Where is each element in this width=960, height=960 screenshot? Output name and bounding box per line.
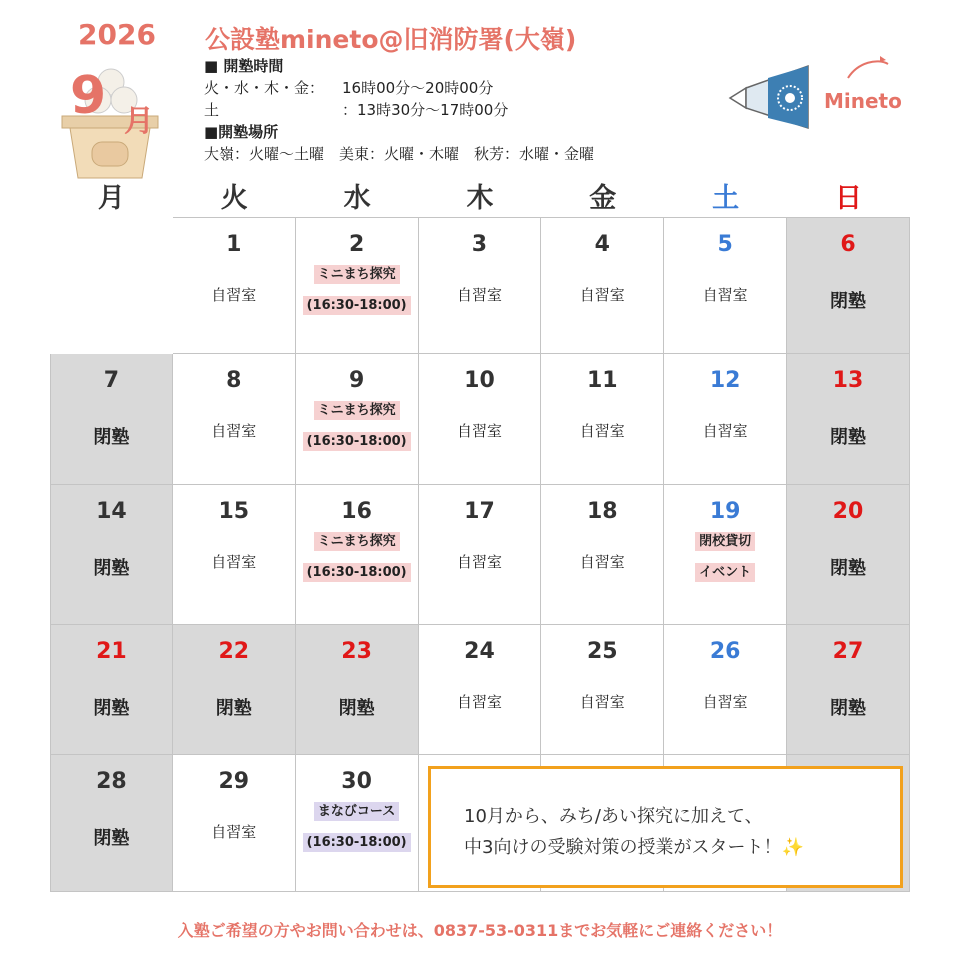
event-tag: ミニまち探究 [314,401,400,420]
day-status: 自習室 [579,553,625,571]
day-status: 自習室 [579,693,625,711]
day-number: 13 [832,368,864,393]
day-number: 3 [471,232,488,257]
calendar-day [296,354,419,485]
calendar-day [419,217,542,354]
weekday-fri: 金 [589,183,617,214]
calendar-day [173,217,296,354]
day-number: 23 [341,639,372,664]
day-number: 16 [341,499,372,524]
calendar-day [787,217,910,354]
calendar-day [787,354,910,485]
closed-label: 閉塾 [829,291,866,312]
hours-heading: ■ 開塾時間 [204,57,284,75]
event-tags [296,401,418,451]
calendar-day [173,354,296,485]
notice-line: 中3向けの受験対策の授業がスタート！✨ [464,837,804,858]
contact-footer: 入塾ご希望の方やお問い合わせは、0837-53-0311までお気軽にご連絡ください！ [177,921,783,940]
mineto-logo [728,50,928,130]
day-number: 18 [586,499,618,524]
day-status: 自習室 [211,286,257,304]
hours-row-weekday [204,77,594,99]
weekday-tue: 火 [220,183,248,214]
notice-line: 10月から、みち/あい探究に加えて、 [464,806,763,827]
closed-label: 閉塾 [93,427,130,448]
calendar-day [50,485,173,625]
event-tag: まなびコース [314,802,399,821]
calendar-day [541,485,664,625]
closed-label: 閉塾 [93,558,130,579]
day-number: 4 [594,232,610,257]
calendar-day [664,354,787,485]
day-number: 21 [96,639,127,664]
calendar-day [419,625,542,755]
calendar-week [50,485,910,625]
day-number: 9 [348,368,365,393]
weekday-header [50,176,910,216]
closed-label: 閉塾 [338,698,375,719]
calendar-day [296,485,419,625]
calendar-day [664,217,787,354]
day-number: 10 [464,368,495,393]
day-status: 自習室 [579,286,625,304]
day-number: 20 [832,499,864,524]
day-status: 自習室 [456,422,502,440]
day-number: 28 [96,769,127,794]
event-tag: 閉校貸切 [695,532,755,551]
weekday-sat: 土 [712,183,740,214]
month-number: 9 [70,66,107,126]
event-tags [296,802,418,852]
day-number: 2 [348,232,365,257]
day-number: 14 [96,499,127,524]
calendar-week [50,354,910,485]
closed-label: 閉塾 [93,828,130,849]
event-tag: (16:30-18:00) [303,432,411,451]
closed-label: 閉塾 [829,698,866,719]
calendar-day [296,625,419,755]
calendar-day [664,485,787,625]
hours-days: 火・水・木・金： [204,79,325,97]
day-number: 29 [218,769,250,794]
event-tag: イベント [695,563,755,582]
day-number: 6 [840,232,856,257]
calendar-day [173,625,296,755]
opening-info [204,55,594,165]
day-number: 22 [218,639,250,664]
calendar-day [173,485,296,625]
hours-row-saturday [204,99,594,121]
day-status: 自習室 [456,693,502,711]
calendar-day [50,354,173,485]
calendar-day [50,755,173,892]
day-status: 自習室 [456,553,502,571]
day-status: 自習室 [211,553,257,571]
calendar-day [541,625,664,755]
day-number: 30 [341,769,372,794]
day-number: 1 [226,232,242,257]
closed-label: 閉塾 [829,427,866,448]
day-status: 自習室 [211,422,257,440]
page-title: 公設塾mineto@旧消防署(大嶺) [205,25,577,54]
event-tag: (16:30-18:00) [303,296,411,315]
logo-text: Mineto [824,89,902,113]
hours-time: 16時00分～20時00分 [342,79,494,97]
event-tag: ミニまち探究 [314,532,400,551]
weekday-mon: 月 [97,183,125,214]
day-status: 自習室 [702,286,748,304]
calendar-day [787,625,910,755]
day-status: 自習室 [211,823,257,841]
calendar-week [50,217,910,354]
weekday-sun: 日 [834,183,862,214]
day-status: 自習室 [702,693,748,711]
day-number: 27 [832,639,864,664]
closed-label: 閉塾 [215,698,252,719]
event-tag: ミニまち探究 [314,265,400,284]
notice-box [428,766,903,888]
day-status: 自習室 [579,422,625,440]
day-number: 5 [717,232,733,257]
year-label: 2026 [78,18,156,51]
calendar-day [541,217,664,354]
calendar-day [419,354,542,485]
hours-days: 土 [204,101,220,119]
calendar-day [664,625,787,755]
event-tags [664,532,786,582]
day-number: 7 [103,368,120,393]
day-number: 17 [464,499,495,524]
event-tag: (16:30-18:00) [303,563,411,582]
calendar-day [787,485,910,625]
calendar-day [173,755,296,892]
day-number: 8 [226,368,242,393]
place-heading: ■開塾場所 [204,123,279,141]
weekday-thu: 木 [466,183,494,214]
day-number: 19 [709,499,741,524]
place-list: 大嶺：火曜～土曜 美東：火曜・木曜 秋芳：水曜・金曜 [204,145,595,163]
day-number: 24 [464,639,495,664]
hours-time: ：13時30分～17時00分 [342,101,509,119]
day-status: 自習室 [456,286,502,304]
month-kanji: 月 [124,104,154,139]
event-tags [296,265,418,315]
calendar-day [296,755,419,892]
event-tag: (16:30-18:00) [303,833,411,852]
calendar-day [419,485,542,625]
day-number: 15 [218,499,250,524]
closed-label: 閉塾 [93,698,130,719]
event-tags [296,532,418,582]
day-number: 12 [709,368,741,393]
day-status: 自習室 [702,422,748,440]
weekday-wed: 水 [343,183,371,214]
day-number: 25 [586,639,618,664]
calendar-day [541,354,664,485]
calendar-day [50,625,173,755]
calendar-blank [50,217,173,354]
calendar-week [50,625,910,755]
day-number: 26 [709,639,741,664]
calendar-day [296,217,419,354]
closed-label: 閉塾 [829,558,866,579]
day-number: 11 [586,368,618,393]
